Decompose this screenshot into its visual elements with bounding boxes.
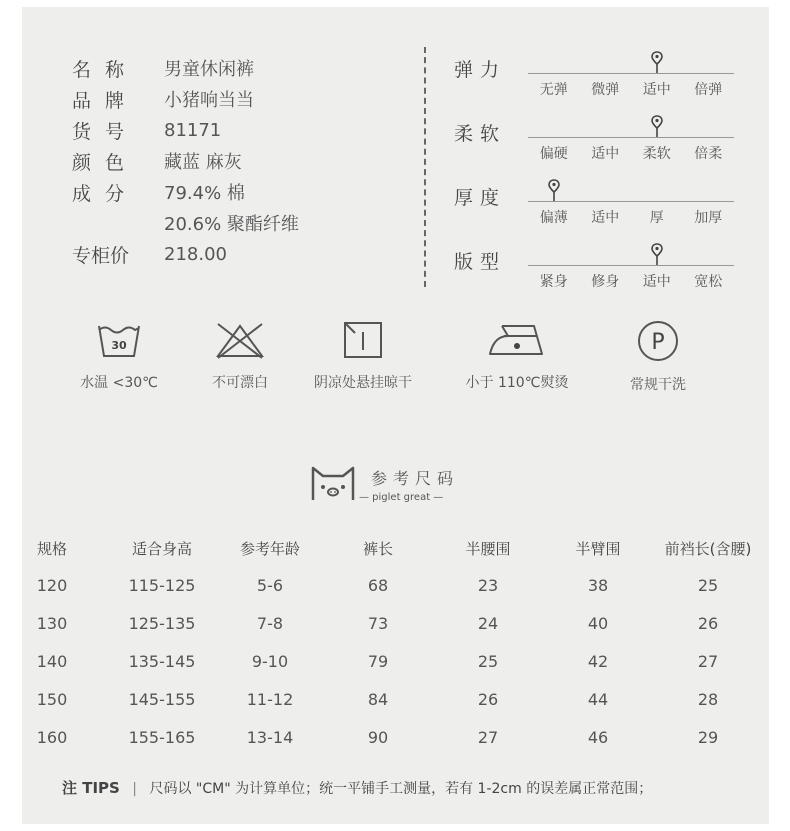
info-value: 小猪响当当 [164, 90, 254, 111]
table-row [22, 690, 769, 720]
table-cell: 44 [587, 690, 609, 709]
table-cell: 40 [587, 614, 609, 633]
property-option: 适中 [591, 146, 620, 162]
property-option: 倍弹 [694, 82, 723, 98]
location-pin-icon [651, 51, 663, 73]
table-row [22, 576, 769, 606]
table-cell: 42 [587, 652, 609, 671]
care-item-iron [447, 320, 587, 392]
info-row-sku [72, 116, 221, 144]
dry-clean-letter: P [651, 330, 665, 355]
property-options [528, 143, 734, 163]
table-cell: 84 [367, 690, 389, 709]
table-cell: 46 [587, 728, 609, 747]
info-row-color [72, 147, 242, 175]
care-label: 常规干洗 [630, 377, 686, 393]
table-cell: 150 [36, 690, 68, 709]
info-key: 名称 [72, 58, 139, 81]
size-section-title: 参考尺码 [371, 469, 460, 488]
care-item-dry [293, 320, 433, 392]
property-scale [454, 47, 734, 97]
table-cell: 11-12 [246, 690, 294, 709]
product-detail-panel [22, 7, 769, 824]
table-cell: 125-135 [128, 614, 196, 633]
property-option: 适中 [591, 210, 620, 226]
info-key: 颜色 [72, 151, 139, 174]
divider [424, 47, 426, 287]
property-option: 偏硬 [539, 146, 568, 162]
table-cell: 25 [697, 576, 719, 595]
care-label: 小于 110℃熨烫 [465, 375, 569, 391]
size-section-header [309, 462, 489, 512]
location-pin-icon [651, 243, 663, 265]
pig-logo-icon [309, 462, 357, 504]
info-row-material [72, 178, 245, 206]
table-cell: 5-6 [256, 576, 284, 595]
table-cell: 26 [697, 614, 719, 633]
table-header-cell: 前裆长(含腰) [664, 540, 752, 558]
table-row [22, 728, 769, 758]
table-header-cell: 半腰围 [465, 540, 511, 558]
care-item-dryclean [588, 320, 728, 394]
table-row [22, 614, 769, 644]
info-value: 20.6% 聚酯纤维 [164, 214, 299, 235]
property-name: 柔软 [454, 123, 507, 145]
care-label: 阴凉处悬挂晾干 [314, 375, 412, 391]
table-cell: 27 [477, 728, 499, 747]
no-bleach-icon [214, 320, 266, 360]
property-name: 厚度 [454, 187, 507, 209]
table-header-cell: 参考年龄 [239, 540, 301, 558]
info-value: 79.4% 棉 [164, 183, 245, 204]
table-header-cell: 规格 [36, 540, 68, 558]
table-cell: 140 [36, 652, 68, 671]
table-cell: 28 [697, 690, 719, 709]
property-line [528, 265, 734, 266]
table-cell: 135-145 [128, 652, 196, 671]
info-key: 品牌 [72, 89, 139, 112]
table-header-cell: 适合身高 [131, 540, 193, 558]
info-key: 货号 [72, 120, 139, 143]
location-pin-icon [548, 179, 560, 201]
table-header-row [22, 538, 769, 568]
table-cell: 23 [477, 576, 499, 595]
table-cell: 120 [36, 576, 68, 595]
table-cell: 7-8 [256, 614, 284, 633]
info-row-name [72, 54, 254, 82]
table-cell: 9-10 [251, 652, 289, 671]
table-cell: 79 [367, 652, 389, 671]
info-value: 81171 [164, 119, 222, 141]
property-options [528, 271, 734, 291]
table-header-cell: 半臂围 [575, 540, 621, 558]
property-option: 修身 [591, 274, 620, 290]
property-scale [454, 175, 734, 225]
tips-text: 尺码以 "CM" 为计算单位；统一平铺手工测量，若有 1-2cm 的误差属正常范围； [149, 781, 653, 797]
tips-label: 注 TIPS [62, 779, 120, 797]
table-cell: 155-165 [128, 728, 196, 747]
property-option: 适中 [642, 82, 671, 98]
iron-low-icon [486, 320, 548, 360]
property-name: 弹力 [454, 59, 507, 81]
property-option: 厚 [649, 210, 664, 226]
location-pin-icon [651, 115, 663, 137]
property-name: 版型 [454, 251, 507, 273]
table-cell: 160 [36, 728, 68, 747]
property-option: 无弹 [539, 82, 568, 98]
care-item-wash [49, 320, 189, 392]
care-label: 水温 <30℃ [80, 375, 158, 391]
table-header-cell: 裤长 [362, 540, 394, 558]
property-options [528, 207, 734, 227]
table-cell: 90 [367, 728, 389, 747]
table-cell: 24 [477, 614, 499, 633]
table-cell: 130 [36, 614, 68, 633]
info-row-material-2 [72, 209, 299, 237]
table-row [22, 652, 769, 682]
table-cell: 27 [697, 652, 719, 671]
table-cell: 145-155 [128, 690, 196, 709]
size-section-subtitle: — piglet great — [359, 492, 444, 503]
property-option: 宽松 [694, 274, 723, 290]
table-cell: 115-125 [128, 576, 196, 595]
info-row-price [72, 240, 227, 268]
table-cell: 38 [587, 576, 609, 595]
property-option: 柔软 [642, 146, 671, 162]
tips-separator: | [132, 781, 138, 797]
info-value: 218.00 [164, 243, 227, 265]
info-key: 专柜价 [72, 244, 130, 267]
property-option: 微弹 [591, 82, 620, 98]
info-row-brand [72, 85, 254, 113]
property-option: 适中 [642, 274, 671, 290]
property-option: 加厚 [694, 210, 723, 226]
wash-temp-text: 30 [111, 339, 127, 352]
wash-30-icon [96, 320, 142, 360]
info-value: 藏蓝 麻灰 [164, 152, 242, 173]
dry-clean-p-icon [636, 320, 680, 362]
property-option: 偏薄 [539, 210, 568, 226]
property-scale [454, 239, 734, 289]
property-line [528, 137, 734, 138]
care-item-bleach [170, 320, 310, 392]
info-key: 成分 [72, 182, 139, 205]
drip-dry-shade-icon [341, 320, 385, 360]
property-option: 紧身 [539, 274, 568, 290]
property-options [528, 79, 734, 99]
table-cell: 13-14 [246, 728, 294, 747]
table-cell: 25 [477, 652, 499, 671]
property-option: 倍柔 [694, 146, 723, 162]
property-line [528, 201, 734, 202]
property-scale [454, 111, 734, 161]
table-cell: 68 [367, 576, 389, 595]
table-cell: 73 [367, 614, 389, 633]
table-cell: 26 [477, 690, 499, 709]
care-label: 不可漂白 [212, 375, 268, 391]
table-cell: 29 [697, 728, 719, 747]
property-line [528, 73, 734, 74]
tips-note [62, 777, 652, 798]
info-value: 男童休闲裤 [164, 59, 254, 80]
